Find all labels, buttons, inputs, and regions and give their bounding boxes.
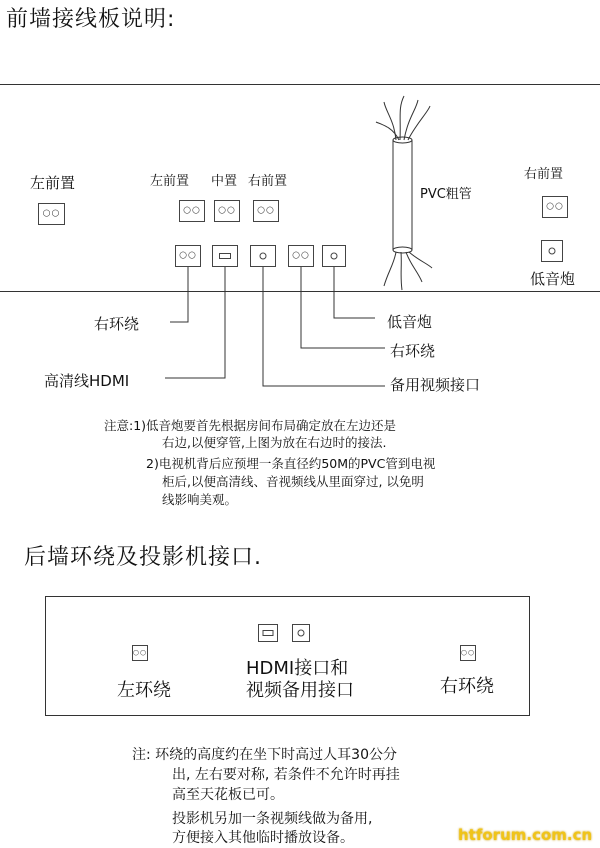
rear-note-1: 注: 环绕的高度约在坐下时高过人耳30公分 [132,747,397,763]
front-note-5: 线影响美观。 [162,492,238,507]
socket-dots: ○○ [42,208,61,219]
socket-rear-hdmi [258,624,278,642]
leader-subwoofer [334,267,375,318]
socket-dots: ○○ [132,648,148,657]
socket-dots: ○○ [218,205,236,216]
rca-hole [298,630,305,637]
leader-surround-left [170,267,188,322]
label-left-front-2: 左前置 [150,174,190,189]
leader-backup-video [263,267,385,386]
label-hdmi-line2: 视频备用接口 [246,680,354,701]
label-hdmi-line1: HDMI接口和 [246,658,349,679]
socket-rear-video [292,624,310,642]
rear-note-4: 投影机另加一条视频线做为备用, [172,811,373,827]
front-note-4: 柜后,以便高清线、音视频线从里面穿过, 以免明 [162,474,424,489]
front-note-3: 2)电视机背后应预埋一条直径约50M的PVC管到电视 [146,456,436,471]
wire-top-2 [400,96,404,140]
label-right-front-side: 右前置 [524,167,564,182]
wire-top-4 [408,106,430,140]
socket-right-surround [460,645,476,661]
front-wall-title: 前墙接线板说明: [6,7,176,32]
socket-dots: ○○ [460,648,476,657]
label-left-front: 左前置 [30,174,76,192]
callout-backup-video: 备用视频接口 [390,376,481,394]
wire-bottom-1 [384,252,396,286]
label-left-surround: 左环绕 [117,680,171,701]
front-wall-lines [0,0,600,420]
label-subwoofer: 低音炮 [530,270,576,288]
leader-surround-right [301,267,385,348]
socket-dots: ○○ [292,250,310,261]
label-center: 中置 [211,174,238,189]
rear-note-3: 高至天花板已可。 [172,787,284,803]
socket-dots: ○○ [179,250,197,261]
rear-note-2: 出, 左右要对称, 若条件不允许时再挂 [172,767,400,783]
rear-note-5: 方便接入其他临时播放设备。 [172,830,354,846]
label-right-surround: 右环绕 [440,676,494,697]
front-note-1: 注意:1)低音炮要首先根据房间布局确定放在左边还是 [104,418,397,433]
callout-surround-right: 右环绕 [390,342,436,360]
callout-surround-left: 右环绕 [94,315,140,333]
watermark-logo: htforum.com.cn [458,826,593,844]
socket-left-surround [132,645,148,661]
socket-dots: ○○ [257,205,275,216]
front-note-2: 右边,以便穿管,上图为放在右边时的接法. [162,435,387,450]
hdmi-slot [263,630,274,636]
socket-dots: ○○ [183,205,201,216]
callout-hdmi: 高清线HDMI [44,372,130,390]
rear-wall-title: 后墙环绕及投影机接口. [24,545,262,570]
wire-top-1 [384,102,396,140]
label-right-front: 右前置 [248,174,288,189]
callout-subwoofer: 低音炮 [387,313,433,331]
wire-bottom-2 [401,252,402,290]
label-pvc-pipe: PVC粗管 [420,187,472,202]
socket-dots: ○○ [546,201,564,212]
